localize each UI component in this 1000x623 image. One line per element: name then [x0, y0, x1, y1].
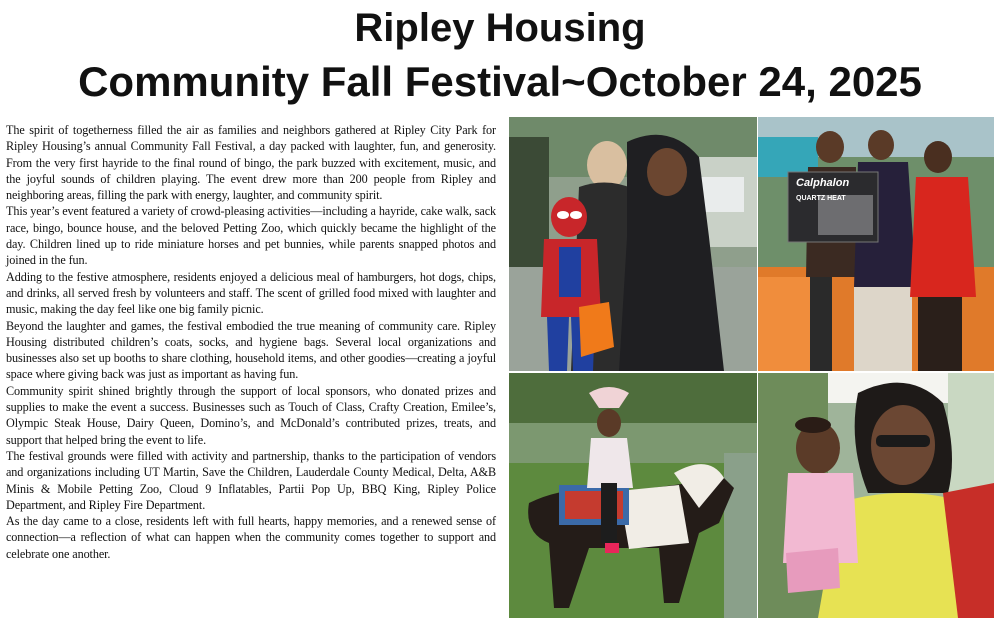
article-body — [6, 122, 496, 618]
article-paragraph: As the day came to a close, residents left with full hearts, happy memories, and a renewed sense of connection—a reflection of what can happen when the community comes together to support and celebrate one another. — [6, 514, 496, 561]
box-brand-label: Calphalon — [796, 177, 850, 189]
box-product-label: QUARTZ HEAT — [796, 195, 846, 202]
article-paragraph: The spirit of togetherness filled the air as families and neighbors gathered at Ripley City Park for Ripley Housing’s annual Community Fall Festival, a day packed with laughter, fun, and generosity. From the very first hayride to the final round of bingo, the park buzzed with excitement, music, and the joyful sounds of children playing. The event drew more than 200 people from Ripley and neighboring areas, filling the park with energy, laughter, and community spirit. — [6, 123, 496, 203]
article-paragraph: Community spirit shined brightly through the support of local sponsors, who donated prizes and supplies to make the event a success. Businesses such as Touch of Class, Crafty Creation, Emilee’s, Olympic Steak House, Dairy Queen, Domino’s, and McDonald’s contributed prizes, treats, and support that helped bring the event to life. — [6, 383, 496, 447]
article-paragraph: Adding to the festive atmosphere, residents enjoyed a delicious meal of hamburgers, hot dogs, chips, and drinks, all served fresh by volunteers and staff. The scent of grilled food mixed with laughter and music, making the day feel like one big family picnic. — [6, 269, 496, 317]
photo-families-costumes — [509, 117, 757, 371]
photo-pony-ride — [509, 373, 757, 618]
headline-line-2: Community Fall Festival~October 24, 2025 — [78, 58, 922, 105]
article-paragraph: The festival grounds were filled with activity and partnership, thanks to the participation of vendors and organizations including UT Martin, Save the Children, Lauderdale County Medical, Delta, A&B Minis & Mobile Petting Zoo, Cloud 9 Inflatables, Partii Pop Up, BBQ King, Ripley Police Department, and Ripley Fire Department. — [6, 448, 496, 512]
article-paragraph: Beyond the laughter and games, the festival embodied the true meaning of community care. Ripley Housing distributed children’s coats, socks, and hygiene bags. Several local organizations and businesses also set up booths to share clothing, household items, and other goodies—creating a joyful space where giving back was just as important as having fun. — [6, 318, 496, 382]
photo-prize-winners — [758, 117, 994, 371]
article-paragraph: This year’s event featured a variety of crowd-pleasing activities—including a hayride, cake walk, sack race, bingo, bounce house, and the beloved Petting Zoo, which quickly became the highlight of the day. Children lined up to ride miniature horses and pet bunnies, while parents snapped photos and joined in the fun. — [6, 204, 496, 268]
headline-line-1: Ripley Housing — [354, 6, 646, 50]
photo-mother-toddler — [758, 373, 994, 618]
